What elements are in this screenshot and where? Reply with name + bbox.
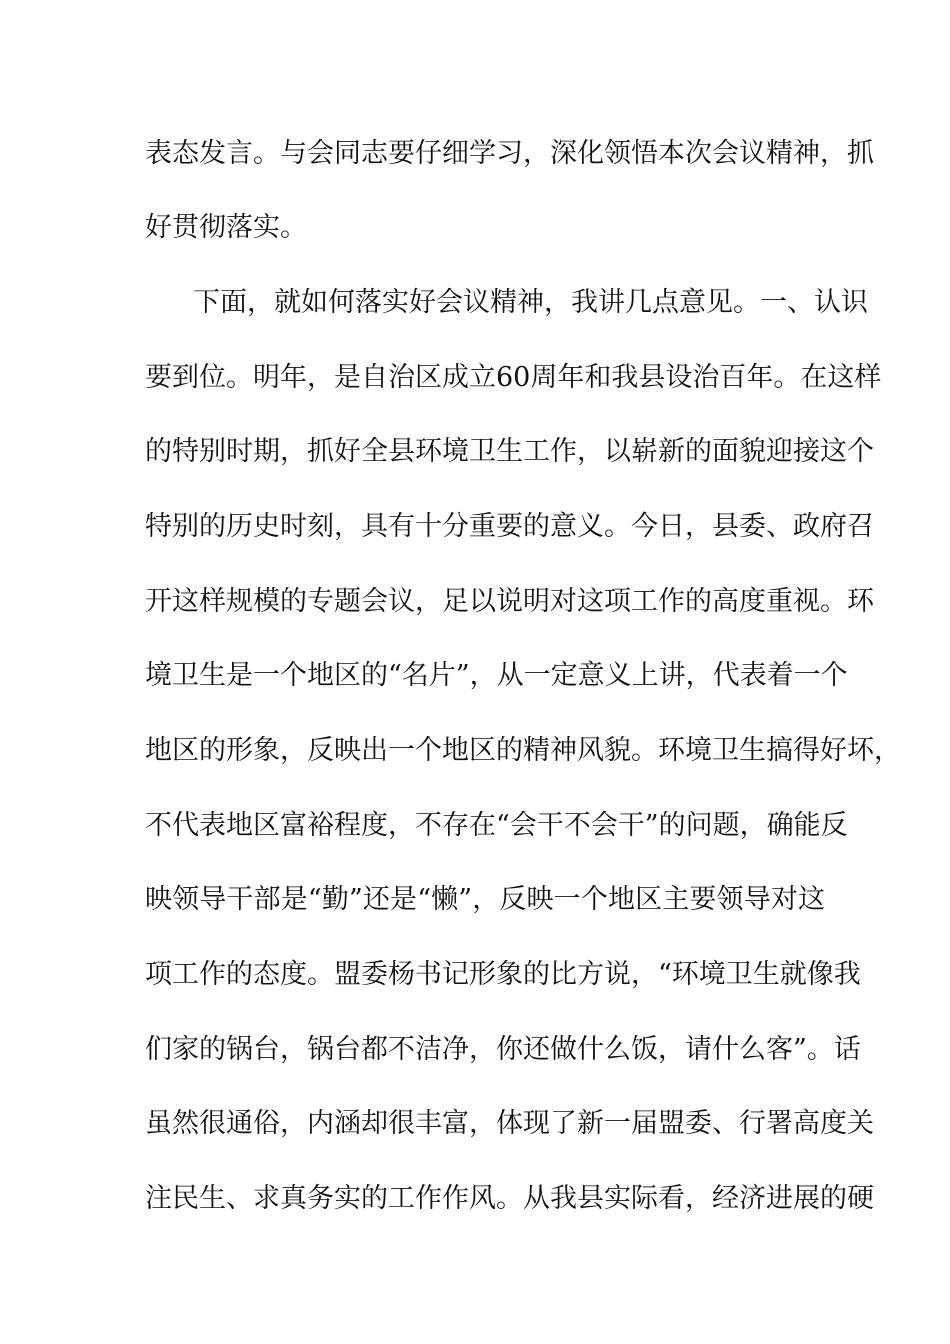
text-line-6: 特别的历史时刻，具有十分重要的意义。今日，县委、政府召	[145, 511, 874, 542]
text-line-9: 地区的形象，反映出一个地区的精神风貌。环境卫生搞得好坏，	[145, 735, 901, 766]
text-line-12: 项工作的态度。盟委杨书记形象的比方说，“环境卫生就像我	[145, 959, 861, 990]
text-line-11: 映领导干部是“勤”还是“懒”，反映一个地区主要领导对这	[145, 884, 825, 915]
text-line-1: 表态发言。与会同志要仔细学习，深化领悟本次会议精神，抓	[145, 138, 874, 169]
text-line-3: 下面，就如何落实好会议精神，我讲几点意见。一、认识	[193, 287, 868, 318]
text-line-14: 虽然很通俗，内涵却很丰富，体现了新一届盟委、行署高度关	[145, 1108, 874, 1139]
text-line-7: 开这样规模的专题会议，足以说明对这项工作的高度重视。环	[145, 586, 874, 617]
text-line-5: 的特别时期，抓好全县环境卫生工作，以崭新的面貌迎接这个	[145, 436, 874, 467]
text-line-4: 要到位。明年，是自治区成立60周年和我县设治百年。在这样	[145, 362, 882, 393]
text-line-10: 不代表地区富裕程度，不存在“会干不会干”的问题，确能反	[145, 810, 848, 841]
text-line-8: 境卫生是一个地区的“名片”，从一定意义上讲，代表着一个	[145, 660, 848, 691]
text-line-2: 好贯彻落实。	[145, 212, 307, 243]
text-line-13: 们家的锅台，锅台都不洁净，你还做什么饭，请什么客”。话	[145, 1034, 861, 1065]
text-line-15: 注民生、求真务实的工作作风。从我县实际看，经济进展的硬	[145, 1183, 874, 1214]
